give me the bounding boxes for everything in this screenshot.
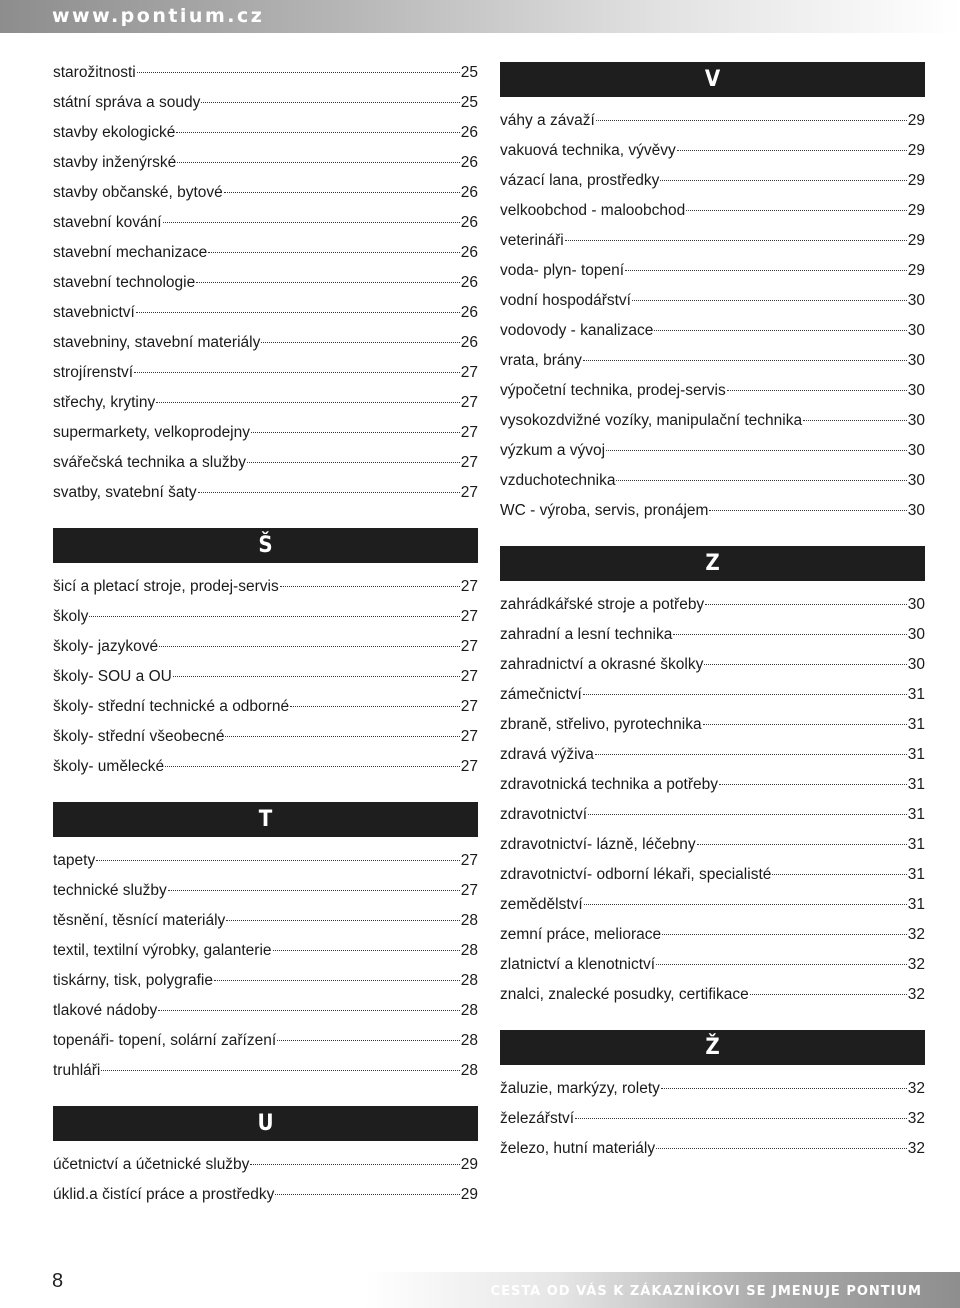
entry-page-number: 30 xyxy=(907,596,925,613)
entry-label: tapety xyxy=(53,852,96,869)
entry-label: těsnění, těsnící materiály xyxy=(53,912,226,929)
entry-page-number: 27 xyxy=(460,578,478,595)
entry-label: železářství xyxy=(500,1110,575,1127)
entry-page-number: 29 xyxy=(907,172,925,189)
dot-leader xyxy=(163,221,460,223)
entry-page-number: 30 xyxy=(907,352,925,369)
entry-page-number: 31 xyxy=(907,716,925,733)
entry-label: výpočetní technika, prodej-servis xyxy=(500,382,726,399)
directory-entry[interactable] xyxy=(500,1104,925,1134)
entry-label: školy- SOU a OU xyxy=(53,668,172,685)
dot-leader xyxy=(277,1039,460,1041)
entry-page-number: 26 xyxy=(460,124,478,141)
directory-entry[interactable] xyxy=(500,650,925,680)
entry-label: tlakové nádoby xyxy=(53,1002,158,1019)
directory-entry[interactable] xyxy=(500,950,925,980)
dot-leader xyxy=(275,1193,459,1195)
dot-leader xyxy=(226,919,459,921)
entry-page-number: 29 xyxy=(907,262,925,279)
entry-label: žaluzie, markýzy, rolety xyxy=(500,1080,660,1097)
footer-slogan: CESTA OD VÁS K ZÁKAZNÍKOVI SE JMENUJE PONTIUM xyxy=(490,1284,922,1299)
entry-label: školy- střední technické a odborné xyxy=(53,698,290,715)
directory-entry[interactable] xyxy=(53,1150,478,1180)
directory-entry[interactable] xyxy=(53,328,478,358)
directory-entry[interactable] xyxy=(53,88,478,118)
directory-entry[interactable] xyxy=(53,418,478,448)
directory-entry[interactable] xyxy=(500,496,925,526)
entry-label: svářečská technika a služby xyxy=(53,454,246,471)
entry-label: vodovody - kanalizace xyxy=(500,322,654,339)
dot-leader xyxy=(247,461,460,463)
entry-label: váhy a závaží xyxy=(500,112,595,129)
entry-label: topenáři- topení, solární zařízení xyxy=(53,1032,277,1049)
dot-leader xyxy=(632,299,907,301)
dot-leader xyxy=(273,949,460,951)
directory-entry[interactable] xyxy=(53,448,478,478)
dot-leader xyxy=(136,311,460,313)
directory-entry[interactable] xyxy=(500,1134,925,1164)
dot-leader xyxy=(137,71,460,73)
directory-entry[interactable] xyxy=(500,106,925,136)
entry-page-number: 31 xyxy=(907,746,925,763)
entry-page-number: 29 xyxy=(907,112,925,129)
directory-entry[interactable] xyxy=(53,1026,478,1056)
entry-page-number: 27 xyxy=(460,608,478,625)
entry-page-number: 27 xyxy=(460,484,478,501)
directory-entry[interactable] xyxy=(53,906,478,936)
entry-label: textil, textilní výrobky, galanterie xyxy=(53,942,272,959)
page-number: 8 xyxy=(52,1270,64,1292)
dot-leader xyxy=(719,783,907,785)
dot-leader xyxy=(201,101,459,103)
entry-label: zemní práce, meliorace xyxy=(500,926,662,943)
dot-leader xyxy=(261,341,459,343)
entry-page-number: 26 xyxy=(460,244,478,261)
entry-page-number: 27 xyxy=(460,698,478,715)
entry-page-number: 32 xyxy=(907,1140,925,1157)
directory-entry[interactable] xyxy=(500,136,925,166)
directory-entry[interactable] xyxy=(500,920,925,950)
entry-label: šicí a pletací stroje, prodej-servis xyxy=(53,578,279,595)
directory-entry[interactable] xyxy=(500,980,925,1010)
entry-page-number: 29 xyxy=(907,232,925,249)
left-column xyxy=(53,58,478,1210)
dot-leader xyxy=(165,765,460,767)
directory-entry[interactable] xyxy=(53,1180,478,1210)
entry-page-number: 27 xyxy=(460,364,478,381)
entry-page-number: 27 xyxy=(460,882,478,899)
entry-label: WC - výroba, servis, pronájem xyxy=(500,502,709,519)
directory-entry[interactable] xyxy=(53,298,478,328)
entry-page-number: 26 xyxy=(460,334,478,351)
entry-label: zahrádkářské stroje a potřeby xyxy=(500,596,705,613)
entry-label: zahradní a lesní technika xyxy=(500,626,673,643)
directory-entry[interactable] xyxy=(53,478,478,508)
directory-entry[interactable] xyxy=(500,316,925,346)
entry-page-number: 29 xyxy=(907,142,925,159)
site-url: www.pontium.cz xyxy=(52,5,265,27)
entry-label: technické služby xyxy=(53,882,167,899)
entry-page-number: 29 xyxy=(460,1156,478,1173)
directory-entry[interactable] xyxy=(500,256,925,286)
directory-entry[interactable] xyxy=(500,860,925,890)
directory-entry[interactable] xyxy=(53,996,478,1026)
entry-label: vakuová technika, vývěvy xyxy=(500,142,676,159)
dot-leader xyxy=(656,963,907,965)
entry-page-number: 27 xyxy=(460,668,478,685)
dot-leader xyxy=(772,873,906,875)
directory-entry[interactable] xyxy=(500,770,925,800)
directory-entry[interactable] xyxy=(500,890,925,920)
directory-entry[interactable] xyxy=(500,226,925,256)
dot-leader xyxy=(168,889,460,891)
entry-page-number: 26 xyxy=(460,154,478,171)
section-header-t: T xyxy=(53,802,478,837)
dot-leader xyxy=(208,251,460,253)
entry-page-number: 31 xyxy=(907,896,925,913)
entry-label: školy- střední všeobecné xyxy=(53,728,225,745)
entry-label: zdravá výživa xyxy=(500,746,594,763)
directory-entry[interactable] xyxy=(500,740,925,770)
entry-label: stavby inženýrské xyxy=(53,154,177,171)
dot-leader xyxy=(677,149,907,151)
entry-label: zdravotnická technika a potřeby xyxy=(500,776,718,793)
entry-label: stavby ekologické xyxy=(53,124,176,141)
right-column xyxy=(500,58,925,1164)
directory-entry[interactable] xyxy=(53,572,478,602)
entry-label: veterináři xyxy=(500,232,564,249)
directory-entry[interactable] xyxy=(53,238,478,268)
entry-page-number: 26 xyxy=(460,274,478,291)
entry-label: zahradnictví a okrasné školky xyxy=(500,656,704,673)
entry-page-number: 31 xyxy=(907,866,925,883)
dot-leader xyxy=(89,615,459,617)
dot-leader xyxy=(750,993,907,995)
dot-leader xyxy=(214,979,460,981)
entry-page-number: 27 xyxy=(460,728,478,745)
directory-entry[interactable] xyxy=(500,376,925,406)
entry-page-number: 31 xyxy=(907,776,925,793)
dot-leader xyxy=(686,209,906,211)
entry-page-number: 31 xyxy=(907,686,925,703)
entry-page-number: 25 xyxy=(460,64,478,81)
directory-entry[interactable] xyxy=(500,436,925,466)
directory-entry[interactable] xyxy=(500,830,925,860)
entry-label: vrata, brány xyxy=(500,352,582,369)
entry-label: voda- plyn- topení xyxy=(500,262,625,279)
directory-entry[interactable] xyxy=(53,208,478,238)
entry-page-number: 30 xyxy=(907,502,925,519)
entry-page-number: 26 xyxy=(460,214,478,231)
entry-page-number: 28 xyxy=(460,912,478,929)
directory-entry[interactable] xyxy=(500,680,925,710)
entry-label: supermarkety, velkoprodejny xyxy=(53,424,250,441)
entry-page-number: 29 xyxy=(460,1186,478,1203)
entry-label: úklid.a čistící práce a prostředky xyxy=(53,1186,275,1203)
directory-entry[interactable] xyxy=(53,388,478,418)
entry-page-number: 27 xyxy=(460,758,478,775)
entry-page-number: 30 xyxy=(907,412,925,429)
directory-entry[interactable] xyxy=(500,196,925,226)
dot-leader xyxy=(280,585,460,587)
directory-entry[interactable] xyxy=(53,632,478,662)
entry-label: zbraně, střelivo, pyrotechnika xyxy=(500,716,702,733)
entry-page-number: 26 xyxy=(460,304,478,321)
entry-page-number: 31 xyxy=(907,806,925,823)
entry-label: zámečnictví xyxy=(500,686,582,703)
entry-page-number: 30 xyxy=(907,442,925,459)
dot-leader xyxy=(583,359,907,361)
directory-entry[interactable] xyxy=(53,936,478,966)
dot-leader xyxy=(177,161,460,163)
entry-label: tiskárny, tisk, polygrafie xyxy=(53,972,213,989)
directory-entry[interactable] xyxy=(500,620,925,650)
entry-label: vázací lana, prostředky xyxy=(500,172,660,189)
dot-leader xyxy=(703,723,907,725)
directory-entry[interactable] xyxy=(53,358,478,388)
entry-label: vzduchotechnika xyxy=(500,472,616,489)
dot-leader xyxy=(565,239,907,241)
dot-leader xyxy=(198,491,460,493)
directory-entry[interactable] xyxy=(53,722,478,752)
entry-page-number: 30 xyxy=(907,292,925,309)
dot-leader xyxy=(709,509,906,511)
directory-entry[interactable] xyxy=(500,346,925,376)
dot-leader xyxy=(662,933,907,935)
entry-page-number: 30 xyxy=(907,382,925,399)
directory-entry[interactable] xyxy=(500,166,925,196)
dot-leader xyxy=(159,645,460,647)
dot-leader xyxy=(596,119,907,121)
entry-label: stavebnictví xyxy=(53,304,135,321)
dot-leader xyxy=(575,1117,907,1119)
entry-page-number: 32 xyxy=(907,1110,925,1127)
entry-page-number: 32 xyxy=(907,956,925,973)
dot-leader xyxy=(173,675,460,677)
entry-label: truhláři xyxy=(53,1062,101,1079)
dot-leader xyxy=(158,1009,459,1011)
dot-leader xyxy=(704,663,906,665)
directory-entry[interactable] xyxy=(53,148,478,178)
directory-entry[interactable] xyxy=(500,286,925,316)
section-header-z: Z xyxy=(500,546,925,581)
dot-leader xyxy=(803,419,907,421)
directory-entry[interactable] xyxy=(53,58,478,88)
entry-page-number: 32 xyxy=(907,1080,925,1097)
entry-page-number: 27 xyxy=(460,424,478,441)
entry-label: starožitnosti xyxy=(53,64,136,81)
entry-label: vysokozdvižné vozíky, manipulační technika xyxy=(500,412,803,429)
entry-page-number: 28 xyxy=(460,972,478,989)
entry-label: školy xyxy=(53,608,89,625)
dot-leader xyxy=(656,1147,907,1149)
directory-entry[interactable] xyxy=(53,1056,478,1086)
directory-entry[interactable] xyxy=(53,966,478,996)
directory-entry[interactable] xyxy=(53,602,478,632)
section-header-z: Ž xyxy=(500,1030,925,1065)
directory-entry[interactable] xyxy=(53,846,478,876)
dot-leader xyxy=(625,269,907,271)
dot-leader xyxy=(661,1087,907,1089)
dot-leader xyxy=(660,179,906,181)
directory-entry[interactable] xyxy=(53,876,478,906)
entry-label: stavby občanské, bytové xyxy=(53,184,223,201)
entry-page-number: 30 xyxy=(907,656,925,673)
entry-page-number: 27 xyxy=(460,394,478,411)
section-header-u: U xyxy=(53,1106,478,1141)
entry-page-number: 30 xyxy=(907,322,925,339)
entry-page-number: 27 xyxy=(460,454,478,471)
dot-leader xyxy=(588,813,907,815)
entry-label: železo, hutní materiály xyxy=(500,1140,656,1157)
entry-label: vodní hospodářství xyxy=(500,292,631,309)
directory-entry[interactable] xyxy=(500,590,925,620)
entry-page-number: 30 xyxy=(907,626,925,643)
entry-label: školy- jazykové xyxy=(53,638,159,655)
entry-label: výzkum a vývoj xyxy=(500,442,606,459)
entry-label: strojírenství xyxy=(53,364,134,381)
dot-leader xyxy=(134,371,460,373)
dot-leader xyxy=(583,693,907,695)
directory-entry[interactable] xyxy=(500,800,925,830)
dot-leader xyxy=(101,1069,459,1071)
dot-leader xyxy=(96,859,460,861)
dot-leader xyxy=(176,131,459,133)
entry-page-number: 28 xyxy=(460,942,478,959)
directory-entry[interactable] xyxy=(53,118,478,148)
entry-page-number: 32 xyxy=(907,926,925,943)
dot-leader xyxy=(290,705,460,707)
entry-label: zdravotnictví- odborní lékaři, specialisté xyxy=(500,866,772,883)
dot-leader xyxy=(156,401,460,403)
dot-leader xyxy=(673,633,906,635)
dot-leader xyxy=(697,843,907,845)
directory-entry[interactable] xyxy=(53,268,478,298)
section-header-v: V xyxy=(500,62,925,97)
directory-entry[interactable] xyxy=(500,1074,925,1104)
dot-leader xyxy=(727,389,907,391)
entry-page-number: 27 xyxy=(460,638,478,655)
entry-label: zemědělství xyxy=(500,896,583,913)
entry-label: zlatnictví a klenotnictví xyxy=(500,956,656,973)
entry-page-number: 28 xyxy=(460,1032,478,1049)
dot-leader xyxy=(250,1163,459,1165)
entry-page-number: 25 xyxy=(460,94,478,111)
entry-label: zdravotnictví xyxy=(500,806,588,823)
dot-leader xyxy=(705,603,907,605)
dot-leader xyxy=(225,735,459,737)
entry-label: účetnictví a účetnické služby xyxy=(53,1156,250,1173)
directory-entry[interactable] xyxy=(53,692,478,722)
directory-entry[interactable] xyxy=(53,752,478,782)
entry-label: svatby, svatební šaty xyxy=(53,484,197,501)
entry-label: stavební kování xyxy=(53,214,162,231)
entry-label: stavební mechanizace xyxy=(53,244,208,261)
directory-entry[interactable] xyxy=(500,466,925,496)
dot-leader xyxy=(616,479,906,481)
dot-leader xyxy=(224,191,460,193)
entry-label: znalci, znalecké posudky, certifikace xyxy=(500,986,749,1003)
entry-label: stavební technologie xyxy=(53,274,196,291)
entry-page-number: 29 xyxy=(907,202,925,219)
entry-label: státní správa a soudy xyxy=(53,94,201,111)
section-header-s: Š xyxy=(53,528,478,563)
entry-label: velkoobchod - maloobchod xyxy=(500,202,686,219)
entry-label: zdravotnictví- lázně, léčebny xyxy=(500,836,696,853)
dot-leader xyxy=(196,281,460,283)
dot-leader xyxy=(654,329,906,331)
entry-page-number: 28 xyxy=(460,1062,478,1079)
entry-page-number: 26 xyxy=(460,184,478,201)
entry-page-number: 28 xyxy=(460,1002,478,1019)
dot-leader xyxy=(251,431,460,433)
entry-label: střechy, krytiny xyxy=(53,394,156,411)
entry-page-number: 31 xyxy=(907,836,925,853)
entry-label: školy- umělecké xyxy=(53,758,165,775)
directory-entry[interactable] xyxy=(500,710,925,740)
entry-page-number: 30 xyxy=(907,472,925,489)
dot-leader xyxy=(595,753,907,755)
directory-entry[interactable] xyxy=(500,406,925,436)
directory-entry[interactable] xyxy=(53,178,478,208)
entry-page-number: 27 xyxy=(460,852,478,869)
entry-label: stavebniny, stavební materiály xyxy=(53,334,261,351)
dot-leader xyxy=(584,903,907,905)
entry-page-number: 32 xyxy=(907,986,925,1003)
dot-leader xyxy=(606,449,907,451)
directory-entry[interactable] xyxy=(53,662,478,692)
